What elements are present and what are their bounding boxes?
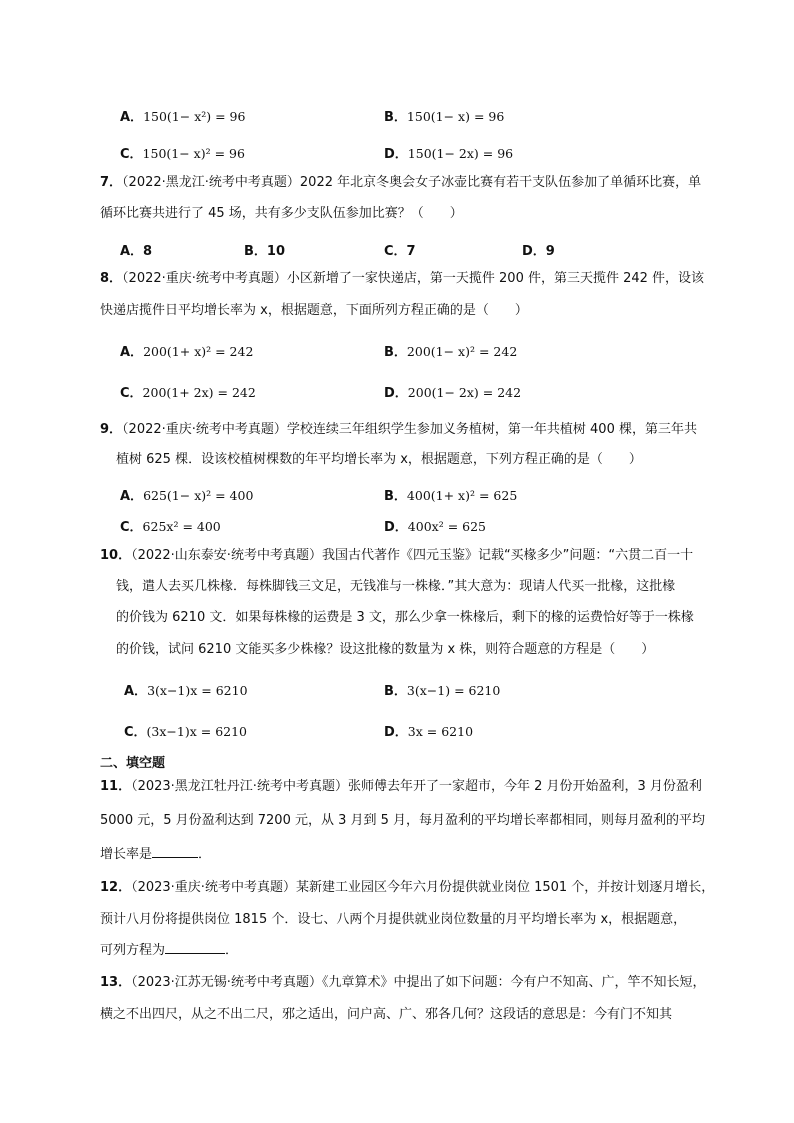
q12-line2: 预计八月份将提供岗位 1815 个．设七、八两个月提供就业岗位数量的月平均增长率为 x，根据题意， bbox=[100, 912, 687, 927]
q10-line2: 钱，遣人去买几株椽．每株脚钱三文足，无钱准与一株椽．”其大意为：现请人代买一批椽，这批椽 bbox=[116, 579, 676, 594]
q6-option-d: D．150(1− 2x) = 96 bbox=[384, 146, 514, 162]
q8-option-d: D．200(1− 2x) = 242 bbox=[384, 385, 522, 401]
q7-line1: 7．（2022·黑龙江·统考中考真题）2022 年北京冬奥会女子冰壶比赛有若干支队伍参加了单循环比赛，单 bbox=[100, 175, 702, 190]
q10-option-b: B．3(x−1) = 6210 bbox=[384, 683, 501, 699]
q10-line3: 的价钱为 6210 文．如果每株椽的运费是 3 文，那么少拿一株椽后，剩下的椽的运费恰好等于一株椽 bbox=[116, 610, 694, 625]
q12-line1: 12．（2023·重庆·统考中考真题）某新建工业园区今年六月份提供就业岗位 1501 个，并按计划逐月增长， bbox=[100, 880, 715, 895]
q10-option-a: A．3(x−1)x = 6210 bbox=[124, 683, 248, 699]
q7-option-d: D．9 bbox=[522, 244, 555, 259]
q6-option-c: C．150(1− x)² = 96 bbox=[120, 146, 245, 162]
q7-line2: 循环比赛共进行了 45 场，共有多少支队伍参加比赛？（ ） bbox=[100, 206, 463, 221]
q6-option-a: A．150(1− x²) = 96 bbox=[120, 109, 246, 125]
q8-option-a: A．200(1+ x)² = 242 bbox=[120, 344, 254, 360]
q9-option-c: C．625x² = 400 bbox=[120, 519, 221, 535]
q8-option-c: C．200(1+ 2x) = 242 bbox=[120, 385, 256, 401]
q9-option-b: B．400(1+ x)² = 625 bbox=[384, 488, 518, 504]
q8-line2: 快递店揽件日平均增长率为 x，根据题意，下面所列方程正确的是（ ） bbox=[100, 303, 528, 318]
section-heading-fill-in: 二、填空题 bbox=[100, 756, 166, 771]
q12-line3: 可列方程为 ． bbox=[100, 940, 238, 962]
q8-line1: 8．（2022·重庆·统考中考真题）小区新增了一家快递店，第一天揽件 200 件，第三天揽件 242 件，设该 bbox=[100, 271, 705, 286]
q12-answer-blank[interactable] bbox=[165, 940, 225, 954]
q10-line1: 10．（2022·山东泰安·统考中考真题）我国古代著作《四元玉鉴》记载“买椽多少”问题：“六贯二百一十 bbox=[100, 548, 694, 563]
q6-option-b: B．150(1− x) = 96 bbox=[384, 109, 505, 125]
q9-option-a: A．625(1− x)² = 400 bbox=[120, 488, 254, 504]
q7-option-b: B．10 bbox=[244, 244, 285, 259]
q10-option-d: D．3x = 6210 bbox=[384, 724, 474, 740]
q13-line2: 横之不出四尺，从之不出二尺，邪之适出，问户高、广、邪各几何？这段话的意思是：今有门不知其 bbox=[100, 1007, 673, 1022]
q10-option-c: C．(3x−1)x = 6210 bbox=[124, 724, 248, 740]
q13-line1: 13．（2023·江苏无锡·统考中考真题）《九章算术》中提出了如下问题：今有户不知高、广，竿不知长短， bbox=[100, 975, 706, 990]
q9-line2: 植树 625 棵．设该校植树棵数的年平均增长率为 x，根据题意，下列方程正确的是（ ） bbox=[116, 452, 642, 467]
q11-line3: 增长率是 ． bbox=[100, 844, 211, 866]
q10-line4: 的价钱，试问 6210 文能买多少株椽？设这批椽的数量为 x 株，则符合题意的方程是（ ） bbox=[116, 642, 655, 657]
q7-option-c: C．7 bbox=[384, 244, 416, 259]
q9-option-d: D．400x² = 625 bbox=[384, 519, 486, 535]
q11-answer-blank[interactable] bbox=[152, 844, 198, 858]
q8-option-b: B．200(1− x)² = 242 bbox=[384, 344, 518, 360]
q9-line1: 9．（2022·重庆·统考中考真题）学校连续三年组织学生参加义务植树，第一年共植树 400 棵，第三年共 bbox=[100, 422, 697, 437]
q7-option-a: A．8 bbox=[120, 244, 153, 259]
q11-line1: 11．（2023·黑龙江牡丹江·统考中考真题）张师傅去年开了一家超市，今年 2 月份开始盈利，3 月份盈利 bbox=[100, 779, 702, 794]
q11-line2: 5000 元，5 月份盈利达到 7200 元，从 3 月到 5 月，每月盈利的平均增长率都相同，则每月盈利的平均 bbox=[100, 813, 706, 828]
